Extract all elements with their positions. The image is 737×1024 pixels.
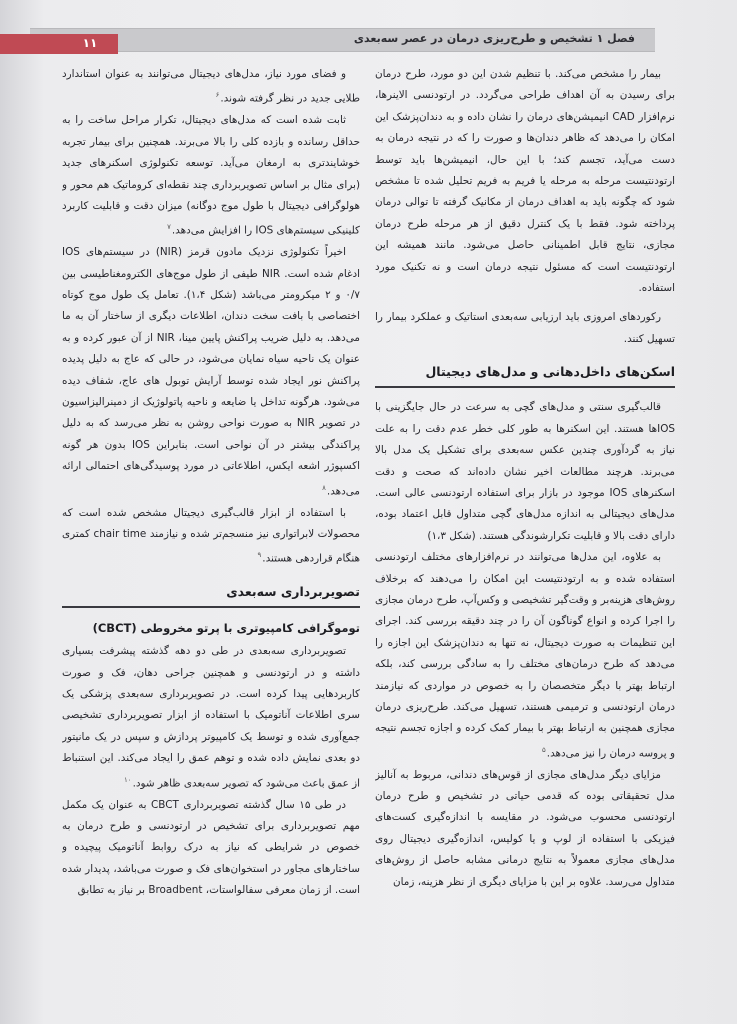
reference-marker: ۸ [322,483,326,492]
section-rule [375,386,675,388]
paragraph: مزایای دیگر مدل‌های مجازی از قوس‌های دندانی، مربوط به آنالیز مدل تحقیقاتی بوده که قدمی حیاتی در تشخیص و طرح درمان ارتودنسی محسوب می‌شود. در مقایسه با اندازه‌گیری کست‌های فیزیکی با استفاده از لوپ و یا کولیس، اندازه‌گیری دیجیتال روی مدل‌های مجازی معمولاً به نتایج درمانی مشابه حاصل از روش‌های متداول می‌رسد. علاوه بر این با مزایای دیگری از نظر هزینه، زمان [375,768,675,888]
reference-marker: ۹ [257,551,262,560]
paragraph: ثابت شده است که مدل‌های دیجیتال، تکرار مراحل ساخت را به حداقل رسانده و بازده کلی را بالا می‌برند. همچنین برای بیمار تجربه خوشایندتری به ارمغان می‌آید. توسعه تکنولوژی اسکنرهای جدید (برای مثال بر اساس تصویربرداری چند نقطه‌ای کروماتیک هم محور و هولوگرافی دیجیتال با طول موج دوگانه) میزان دقت و قابلیت کاربرد کلینیکی سیستم‌های IOS را افزایش می‌دهد.$^۷$ [62,114,360,237]
subsection-title: توموگرافی کامپیوتری با پرتو مخروطی (CBCT) [92,621,360,636]
paragraph: در طی ۱۵ سال گذشته تصویربرداری CBCT به عنوان یک مکمل مهم تصویربرداری برای تشخیص در ارتودنسی و طرح درمان به خصوص در شرایطی که نیاز به درک روابط آناتومیک پیچیده و ساختارهای مجاور در استخوان‌های فک و صورت می‌باشد، پدیدار شده است. از زمان معرفی سفالواستات، Broadbent بر نیاز به تطابق [62,798,360,897]
section-title: اسکن‌های داخل‌دهانی و مدل‌های دیجیتال [425,364,675,380]
section-heading [375,360,675,391]
section-heading [62,580,360,611]
section-title: تصویربرداری سه‌بعدی [226,584,360,600]
reference-marker: ۵ [542,745,546,754]
paragraph: به علاوه، این مدل‌ها می‌توانند در نرم‌افزارهای مختلف ارتودنسی استفاده شده و به ارتودنتیست این امکان را می‌دهند که برخلاف روش‌های هزینه‌بر و وقت‌گیر تشخیصی و وکس‌آپ، طرح درمان مجازی را اجرا کرده و انواع گوناگون آن را در چند دقیقه بررسی کند. اجرای این تنظیمات به صورت دیجیتال، نه تنها به دندان‌پزشک این اجازه را می‌دهد که طرح درمان‌های مختلف را به سادگی بررسی کند، بلکه ارتباط بهتر با دیگر متخصصان را به خصوص در مواردی که نیازمند درمان ارتودنسی و ترمیمی هستند، تسهیل می‌کند. طرح‌ریزی درمان مجازی همچنین به ارتباط بهتر با بیمار کمک کرده و اجازه تجسم نتیجه و پروسه درمان را نیز می‌دهد.$^۵$ [375,551,675,760]
paragraph: قالب‌گیری سنتی و مدل‌های گچی به سرعت در حال جایگزینی با IOSها هستند. این اسکنرها به طور کلی خطر عدم دقت را به علت نیاز به گردآوری چندین عکس سه‌بعدی برای تشکیل یک مدل بالا می‌برند. هرچند مطالعات اخیر نشان داده‌اند که صحت و دقت اسکنرهای IOS موجود در بازار برای استفاده ارتودنسی عالی است. مدل‌های دیجیتالی به اندازه مدل‌های گچی متداول قابل اعتماد بوده، دارای دقت بالا و قابلیت تکرارشوندگی هستند. (شکل ۱،۳) [375,401,675,542]
section-rule [62,606,360,608]
paragraph: و فضای مورد نیاز، مدل‌های دیجیتال می‌توانند به عنوان استاندارد طلایی جدید در نظر گرفته شوند.$^۶$ [62,68,360,105]
reference-marker: ۷ [167,223,171,232]
left-text-column [62,64,360,1009]
page-number: ۱۱ [82,36,98,50]
paragraph: اخیراً تکنولوژی نزدیک مادون قرمز (NIR) در سیستم‌های IOS ادغام شده است. NIR طیفی از طول موج‌های الکترومغناطیسی بین ۰/۷ و ۲ میکرومتر می‌باشد (شکل ۱،۴). تعامل یک طول موج کوتاه اختصاصی با بافت سخت دندان، اطلاعات دیگری از ساختار آن به ما می‌دهد. به دلیل ضریب پراکنش پایین مینا، NIR از آن عبور کرده و به عنوان یک ناحیه سیاه نمایان می‌شود، در حالی که عاج به دلیل پدیده پراکنش نور ایجاد شده توسط آرایش توبول های عاج، شفاف دیده می‌شود. هرگونه تداخل یا ضایعه و ناحیه پاتولوژیک از دمینرالیزاسیون در تصویر NIR به صورت نواحی روشن به نظر می‌رسد که به دلیل پراکندگی بیشتر در آن نواحی است. بنابراین IOS بدون هر گونه اکسپوژر اشعه ایکس، اطلاعاتی در مورد پوسیدگی‌های احتمالی ارائه می‌دهد.$^۸$ [62,246,360,498]
paragraph: بیمار را مشخص می‌کند. با تنظیم شدن این دو مورد، طرح درمان برای رسیدن به آن اهداف طراحی می‌گردد. در ارتودنسی الاینرها، نرم‌افزار CAD انیمیشن‌های درمان را نشان داده و به دندان‌پزشک این امکان را می‌دهد که ظاهر دندان‌ها و صورت را که در نتیجه درمان به دست می‌آید، تجسم کند؛ با این حال، انیمیشن‌ها باید توسط ارتودنتیست مرحله به مرحله یا فریم به فریم تحلیل شده تا مشخص شود که چگونه باید به اهداف درمان از مکانیک گرفته تا توالی درمان پرداخته شود. فقط با یک کنترل دقیق از هر مرحله طرح درمان مجازی، نتایج قابل اطمینانی حاصل می‌شود. مانند همیشه این ارتودنتیست است که مسئول نتیجه درمان است و نه تکنیک مورد استفاده. [375,68,675,295]
paragraph: رکوردهای امروزی باید ارزیابی سه‌بعدی استاتیک و عملکرد بیمار را تسهیل کنند. [375,311,675,345]
paragraph: با استفاده از ابزار قالب‌گیری دیجیتال مشخص شده است که محصولات لابراتواری نیز منسجم‌تر شده و نیازمند chair time کمتری هنگام قراردهی هستند.$^۹$ [62,506,360,565]
right-text-column [375,64,675,1009]
reference-marker: ۶ [215,91,220,100]
paragraph: تصویربرداری سه‌بعدی در طی دو دهه گذشته پیشرفت بسیاری داشته و در ارتودنسی و همچنین جراحی دهان، فک و صورت کاربردهایی پیدا کرده است. در تصویربرداری سه‌بعدی پزشکی یک سری اطلاعات آناتومیک با استفاده از ابزار تصویربرداری تشخیصی جمع‌آوری شده و توسط یک کامپیوتر پردازش و سپس در یک مانیتور دو بعدی نمایش داده شده و توهم عمق را ایجاد می‌کند. این استنباط از عمق باعث می‌شود که تصویر سه‌بعدی ظاهر شود.$^{۱۰}$ [62,645,360,790]
running-title: فصل ۱ تشخیص و طرح‌ریزی درمان در عصر سه‌بعدی [353,32,635,45]
reference-marker: ۱۰ [124,775,132,784]
